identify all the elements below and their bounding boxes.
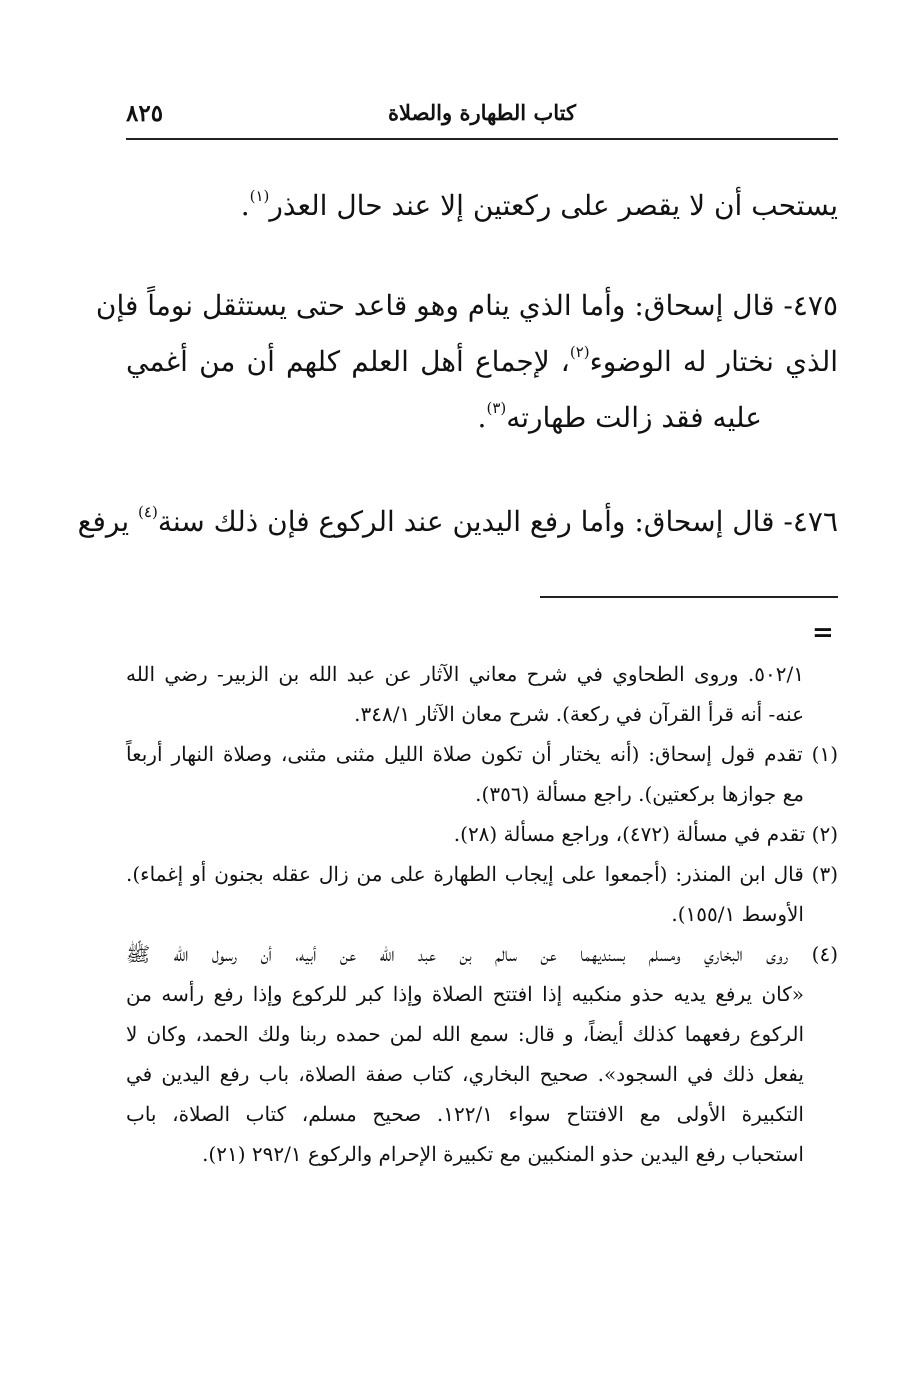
- footnote-ref-2: (٢): [569, 343, 590, 361]
- issue-476-line-1: [77, 494, 838, 550]
- footnote-continuation-line-2: عنه- أنه قرأ القرآن في ركعة). شرح معان الآثار ٣٤٨/١.: [354, 702, 804, 726]
- running-header: [126, 100, 838, 134]
- footnote-4-line-2: «كان يرفع يديه حذو منكبيه إذا افتتح الصلاة وإذا كبر للركوع وإذا رفع رأسه من: [126, 982, 804, 1006]
- footnote-1-line-2: مع جوازها بركعتين). راجع مسألة (٣٥٦).: [475, 782, 804, 806]
- footnotes: [126, 654, 838, 1174]
- footnote-1-line-1: (١) تقدم قول إسحاق: (أنه يختار أن تكون صلاة الليل مثنى مثنى، وصلاة النهار أربعاً: [126, 742, 838, 766]
- issue-475-line-3: [126, 390, 838, 446]
- issue-475: [95, 278, 838, 446]
- header-title: كتاب الطهارة والصلاة: [388, 100, 576, 125]
- footnote-3-line-1: (٣) قال ابن المنذر: (أجمعوا على إيجاب الطهارة على من زال عقله بجنون أو إغماء).: [126, 862, 838, 886]
- footnote-ref-3: (٣): [486, 399, 507, 417]
- footnote-4-line-1: (٤) روى البخاري ومسلم بسنديهما عن سالم بن عبد الله عن أبيه، أن رسول الله ﷺ: [126, 942, 838, 966]
- footnote-4-line-3: الركوع رفعهما كذلك أيضاً، و قال: سمع الله لمن حمده ربنا ولك الحمد، وكان لا: [126, 1022, 804, 1046]
- issue-476-line-1a: ٤٧٦- قال إسحاق: وأما رفع اليدين عند الركوع فإن ذلك سنة: [157, 505, 838, 538]
- issue-475-line-2a: الذي نختار له الوضوء: [589, 345, 838, 378]
- intro-paragraph: [126, 178, 838, 234]
- issue-476-line-1b: يرفع: [77, 505, 139, 538]
- footnote-continuation-line-1: ٥٠٢/١. وروى الطحاوي في شرح معاني الآثار عن عبد الله بن الزبير- رضي الله: [126, 662, 804, 686]
- footnote-4-line-5: التكبيرة الأولى مع الافتتاح سواء ١٢٢/١. صحيح مسلم، كتاب الصلاة، باب: [126, 1102, 804, 1126]
- footnote-ref-1: (١): [249, 187, 270, 205]
- footnote-ref-4: (٤): [138, 503, 158, 521]
- intro-end: .: [240, 189, 250, 222]
- continuation-mark: =: [812, 618, 834, 648]
- page-number: ٨٢٥: [126, 100, 164, 127]
- issue-475-line-3b: .: [477, 401, 487, 434]
- issue-475-line-3a: عليه فقد زالت طهارته: [506, 401, 762, 434]
- issue-476: [77, 494, 838, 550]
- issue-475-line-2: [126, 334, 838, 390]
- intro-text: يستحب أن لا يقصر على ركعتين إلا عند حال العذر: [269, 189, 838, 222]
- footnote-4-line-4: يفعل ذلك في السجود». صحيح البخاري، كتاب صفة الصلاة، باب رفع اليدين في: [126, 1062, 804, 1086]
- issue-475-line-1: ٤٧٥- قال إسحاق: وأما الذي ينام وهو قاعد حتى يستثقل نوماً فإن: [95, 289, 838, 322]
- issue-475-line-2b: ، لإجماع أهل العلم كلهم أن من أغمي: [126, 345, 570, 378]
- footnote-3-line-2: الأوسط ١٥٥/١).: [671, 902, 804, 926]
- intro-line: [126, 178, 838, 234]
- header-rule: [126, 138, 838, 140]
- footnote-2-line-1: (٢) تقدم في مسألة (٤٧٢)، وراجع مسألة (٢٨).: [453, 822, 838, 846]
- footnote-separator: [540, 596, 838, 598]
- footnote-4-line-6: استحباب رفع اليدين حذو المنكبين مع تكبيرة الإحرام والركوع ٢٩٢/١ (٢١).: [202, 1142, 804, 1166]
